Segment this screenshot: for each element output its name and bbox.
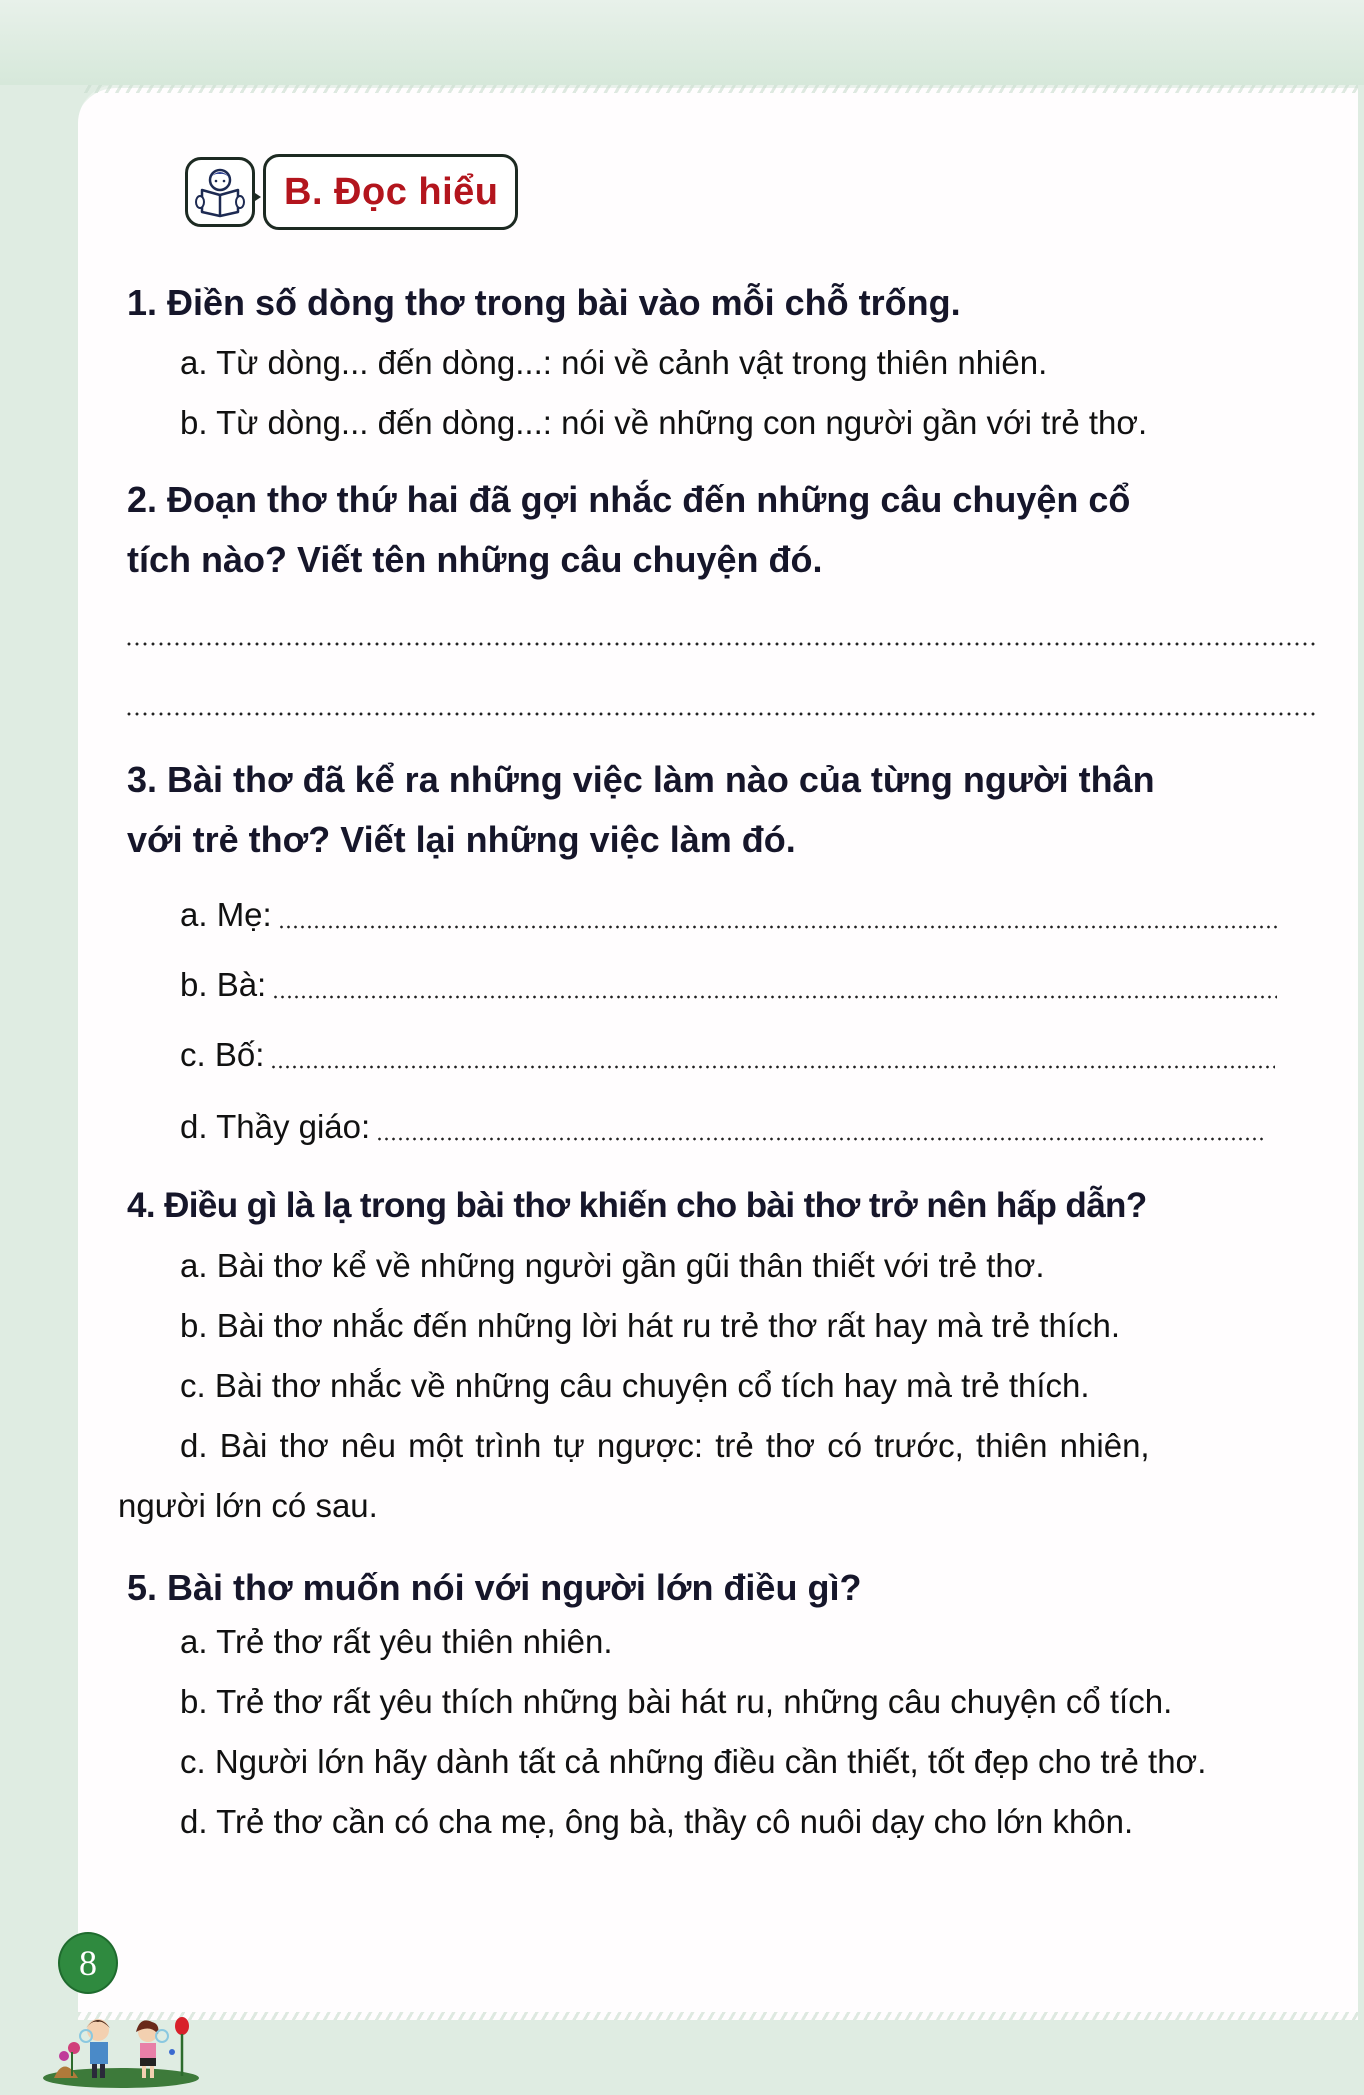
field-label-ba: b. Bà: [180,966,267,1003]
question-2-answer-line-2[interactable] [125,712,1315,716]
question-3-title-line-2: với trẻ thơ? Viết lại những việc làm đó. [127,819,796,860]
question-4-option-b: b. Bài thơ nhắc đến những lời hát ru trẻ thơ rất hay mà trẻ thích. [180,1307,1121,1344]
question-4-option-d-continuation: người lớn có sau. [118,1487,378,1524]
question-5-option-d: d. Trẻ thơ cần có cha mẹ, ông bà, thầy cô nuôi dạy cho lớn khôn. [180,1803,1134,1840]
section-title: B. Đọc hiểu [284,170,499,213]
question-2-title-line-1: 2. Đoạn thơ thứ hai đã gợi nhắc đến những câu chuyện cổ [127,479,1131,520]
page-background-top [0,0,1364,85]
section-header [185,153,518,231]
question-4-option-d: d. Bài thơ nêu một trình tự ngược: trẻ thơ có trước, thiên nhiên, [180,1427,1150,1464]
question-1-option-b: b. Từ dòng... đến dòng...: nói về những con người gần với trẻ thơ. [180,404,1148,441]
question-4-title: 4. Điều gì là lạ trong bài thơ khiến cho bài thơ trở nên hấp dẫn? [127,1186,1147,1225]
section-title-box [263,154,518,230]
question-4-option-a: a. Bài thơ kể về những người gần gũi thân thiết với trẻ thơ. [180,1247,1045,1284]
question-3-field-ba[interactable] [180,965,1364,1005]
question-5-title: 5. Bài thơ muốn nói với người lớn điều gì? [127,1567,862,1608]
field-label-me: a. Mẹ: [180,896,272,933]
reading-child-icon [185,157,255,227]
field-input-ba[interactable] [272,995,1277,999]
children-with-magnifying-glasses-icon [36,2000,206,2090]
field-input-thay-giao[interactable] [376,1137,1266,1141]
question-3-field-bo[interactable] [180,1035,1364,1075]
question-1-option-a: a. Từ dòng... đến dòng...: nói về cảnh vật trong thiên nhiên. [180,344,1048,381]
field-label-thay-giao: d. Thầy giáo: [180,1108,371,1145]
page-number-badge: 8 [58,1932,118,1994]
field-label-bo: c. Bố: [180,1036,265,1073]
question-5-option-b: b. Trẻ thơ rất yêu thích những bài hát ru, những câu chuyện cổ tích. [180,1683,1173,1720]
question-2-answer-line-1[interactable] [125,642,1315,646]
question-4-option-c: c. Bài thơ nhắc về những câu chuyện cổ tích hay mà trẻ thích. [180,1367,1090,1404]
question-3-field-thay-giao[interactable] [180,1107,1364,1147]
question-3-field-me[interactable] [180,895,1364,935]
question-3-title-line-1: 3. Bài thơ đã kể ra những việc làm nào của từng người thân [127,759,1155,800]
field-input-me[interactable] [278,925,1278,929]
field-input-bo[interactable] [270,1065,1275,1069]
question-1-title: 1. Điền số dòng thơ trong bài vào mỗi chỗ trống. [127,282,961,323]
question-5-option-a: a. Trẻ thơ rất yêu thiên nhiên. [180,1623,613,1660]
question-5-option-c: c. Người lớn hãy dành tất cả những điều cần thiết, tốt đẹp cho trẻ thơ. [180,1743,1207,1780]
question-2-title-line-2: tích nào? Viết tên những câu chuyện đó. [127,539,823,580]
